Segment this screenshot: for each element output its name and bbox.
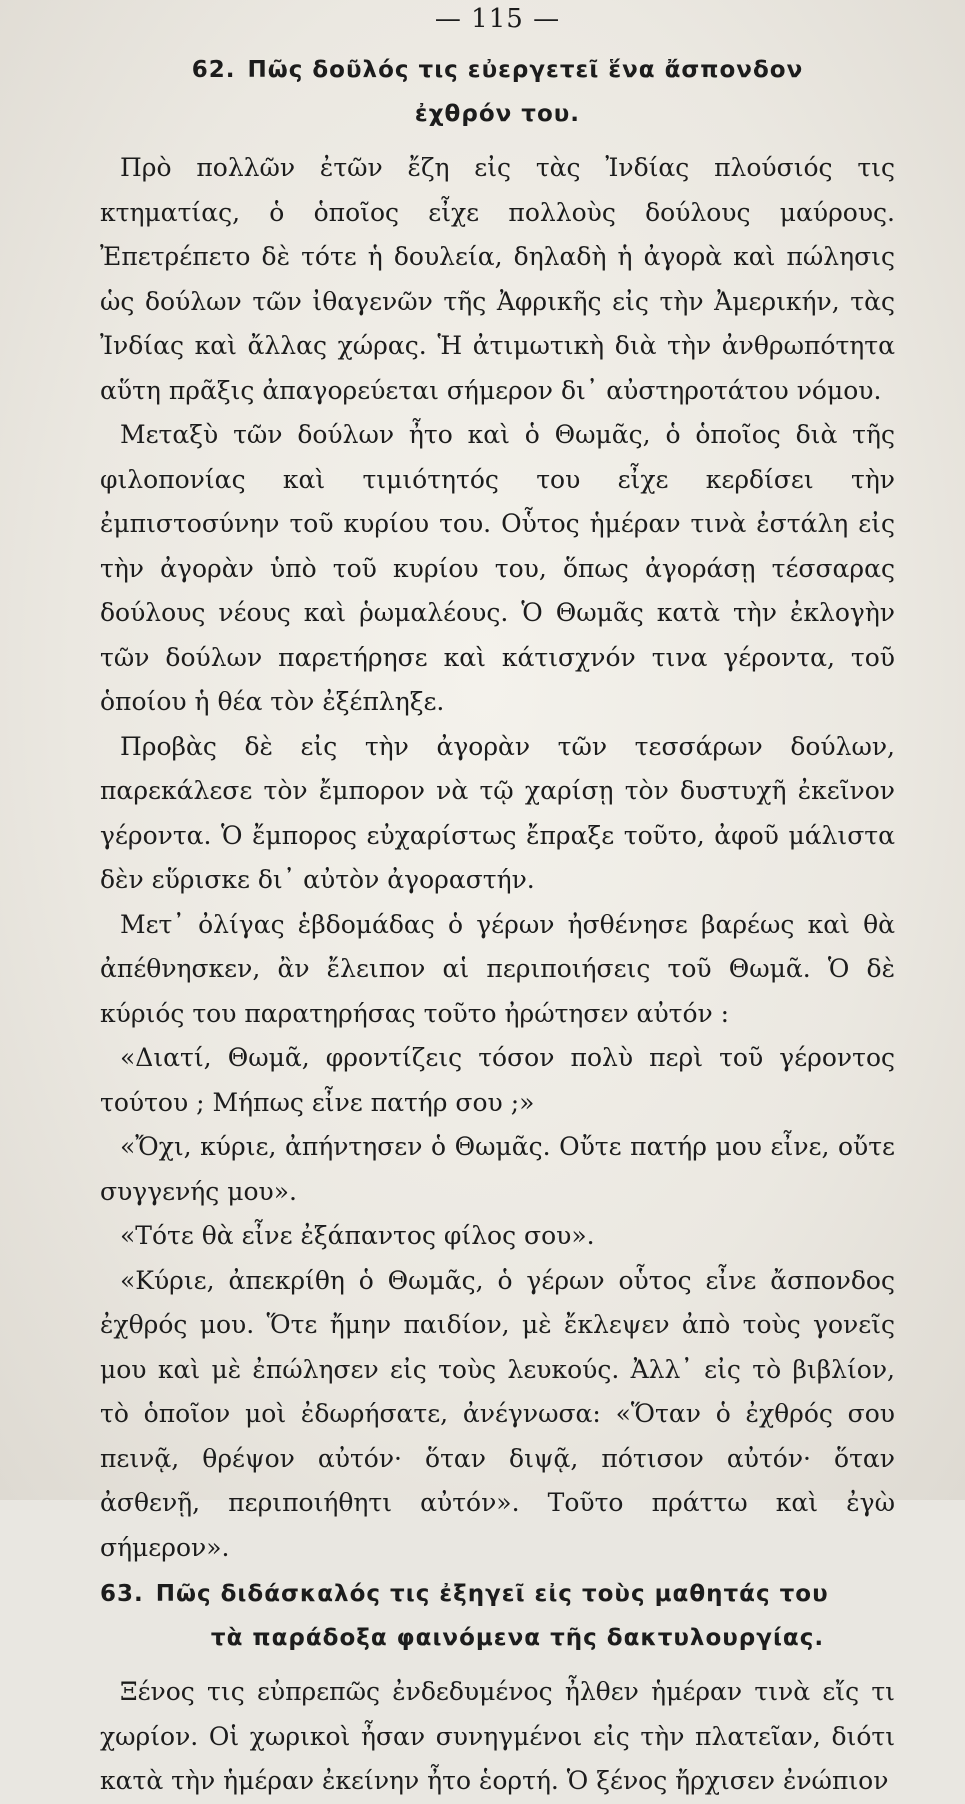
section-body — [100, 1670, 895, 1804]
section-63 — [100, 1572, 895, 1804]
paragraph: «Ὄχι, κύριε, ἀπήντησεν ὁ Θωμᾶς. Οὔτε πατήρ μου εἶνε, οὔτε συγγενής μου». — [100, 1132, 895, 1206]
section-title-line2: τὰ παράδοξα φαινόμενα τῆς δακτυλουργίας. — [210, 1625, 825, 1651]
paragraph: Μεταξὺ τῶν δούλων ἦτο καὶ ὁ Θωμᾶς, ὁ ὁποῖος διὰ τῆς φιλοπονίας καὶ τιμιότητός του εἶχε κερδίσει τὴν ἐμπιστοσύνην τοῦ κυρίου του. Οὗτος ἡμέραν τινὰ ἐστάλη εἰς τὴν ἀγορὰν ὑπὸ τοῦ κυρίου του, ὅπως ἀγοράσῃ τέσσαρας δούλους νέους καὶ ῥωμαλέους. Ὁ Θωμᾶς κατὰ τὴν ἐκλογὴν τῶν δούλων παρετήρησε καὶ κάτισχνόν τινα γέροντα, τοῦ ὁποίου ἡ θέα τὸν ἐξέπληξε. — [100, 420, 895, 716]
paragraph: Ξένος τις εὐπρεπῶς ἐνδεδυμένος ἦλθεν ἡμέραν τινὰ εἴς τι χωρίον. Οἱ χωρικοὶ ἦσαν συνηγμένοι εἰς τὴν πλατεῖαν, διότι κατὰ τὴν ἡμέραν ἐκείνην ἦτο ἑορτή. Ὁ ξένος ἤρχισεν ἐνώπιον — [100, 1677, 895, 1795]
section-title-line1: Πῶς δοῦλός τις εὐεργετεῖ ἕνα ἄσπονδον — [247, 57, 804, 83]
paragraph: Μετ᾽ ὀλίγας ἑβδομάδας ὁ γέρων ἠσθένησε βαρέως καὶ θὰ ἀπέθνησκεν, ἂν ἔλειπον αἱ περιποιήσεις τοῦ Θωμᾶ. Ὁ δὲ κύριός του παρατηρήσας τοῦτο ἠρώτησεν αὐτόν : — [100, 909, 895, 1028]
page-number: — 115 — — [434, 4, 561, 34]
section-62 — [100, 48, 895, 1570]
section-number: 63. — [100, 1581, 144, 1607]
paragraph: «Διατί, Θωμᾶ, φροντίζεις τόσον πολὺ περὶ τοῦ γέροντος τούτου ; Μήπως εἶνε πατήρ σου ;» — [100, 1043, 895, 1117]
section-title-line2: ἐχθρόν του. — [414, 101, 581, 127]
paragraph: «Κύριε, ἀπεκρίθη ὁ Θωμᾶς, ὁ γέρων οὗτος εἶνε ἄσπονδος ἐχθρός μου. Ὅτε ἤμην παιδίον, μὲ ἔκλεψεν ἀπὸ τοὺς γονεῖς μου καὶ μὲ ἐπώλησεν εἰς τοὺς λευκούς. Ἀλλ᾽ εἰς τὸ βιβλίον, τὸ ὁποῖον μοὶ ἐδωρήσατε, ἀνέγνωσα: «Ὅταν ὁ ἐχθρός σου πεινᾷ, θρέψον αὐτόν· ὅταν διψᾷ, πότισον αὐτόν· ὅταν ἀσθενῇ, περιποιήθητι αὐτόν». Τοῦτο πράττω καὶ ἐγὼ σήμερον». — [100, 1265, 895, 1562]
section-number: 62. — [191, 57, 236, 83]
section-heading — [100, 48, 895, 136]
paragraph: «Τότε θὰ εἶνε ἐξάπαντος φίλος σου». — [120, 1221, 595, 1250]
section-heading — [100, 1572, 895, 1660]
paragraph: Προβὰς δὲ εἰς τὴν ἀγορὰν τῶν τεσσάρων δούλων, παρεκάλεσε τὸν ἔμπορον νὰ τῷ χαρίσῃ τὸν δυστυχῆ ἐκεῖνον γέροντα. Ὁ ἔμπορος εὐχαρίστως ἔπραξε τοῦτο, ἀφοῦ μάλιστα δὲν εὕρισκε δι᾽ αὐτὸν ἀγοραστήν. — [100, 731, 895, 894]
section-title-line1: Πῶς διδάσκαλός τις ἐξηγεῖ εἰς τοὺς μαθητάς του — [155, 1581, 829, 1607]
section-body — [100, 146, 895, 1570]
paragraph: Πρὸ πολλῶν ἐτῶν ἔζη εἰς τὰς Ἰνδίας πλούσιός τις κτηματίας, ὁ ὁποῖος εἶχε πολλοὺς δούλους μαύρους. Ἐπετρέπετο δὲ τότε ἡ δουλεία, δηλαδὴ ἡ ἀγορὰ καὶ πώλησις ὡς δούλων τῶν ἰθαγενῶν τῆς Ἀφρικῆς εἰς τὴν Ἀμερικήν, τὰς Ἰνδίας καὶ ἄλλας χώρας. Ἡ ἀτιμωτικὴ διὰ τὴν ἀνθρωπότητα αὕτη πρᾶξις ἀπαγορεύεται σήμερον δι᾽ αὐστηροτάτου νόμου. — [100, 153, 895, 405]
